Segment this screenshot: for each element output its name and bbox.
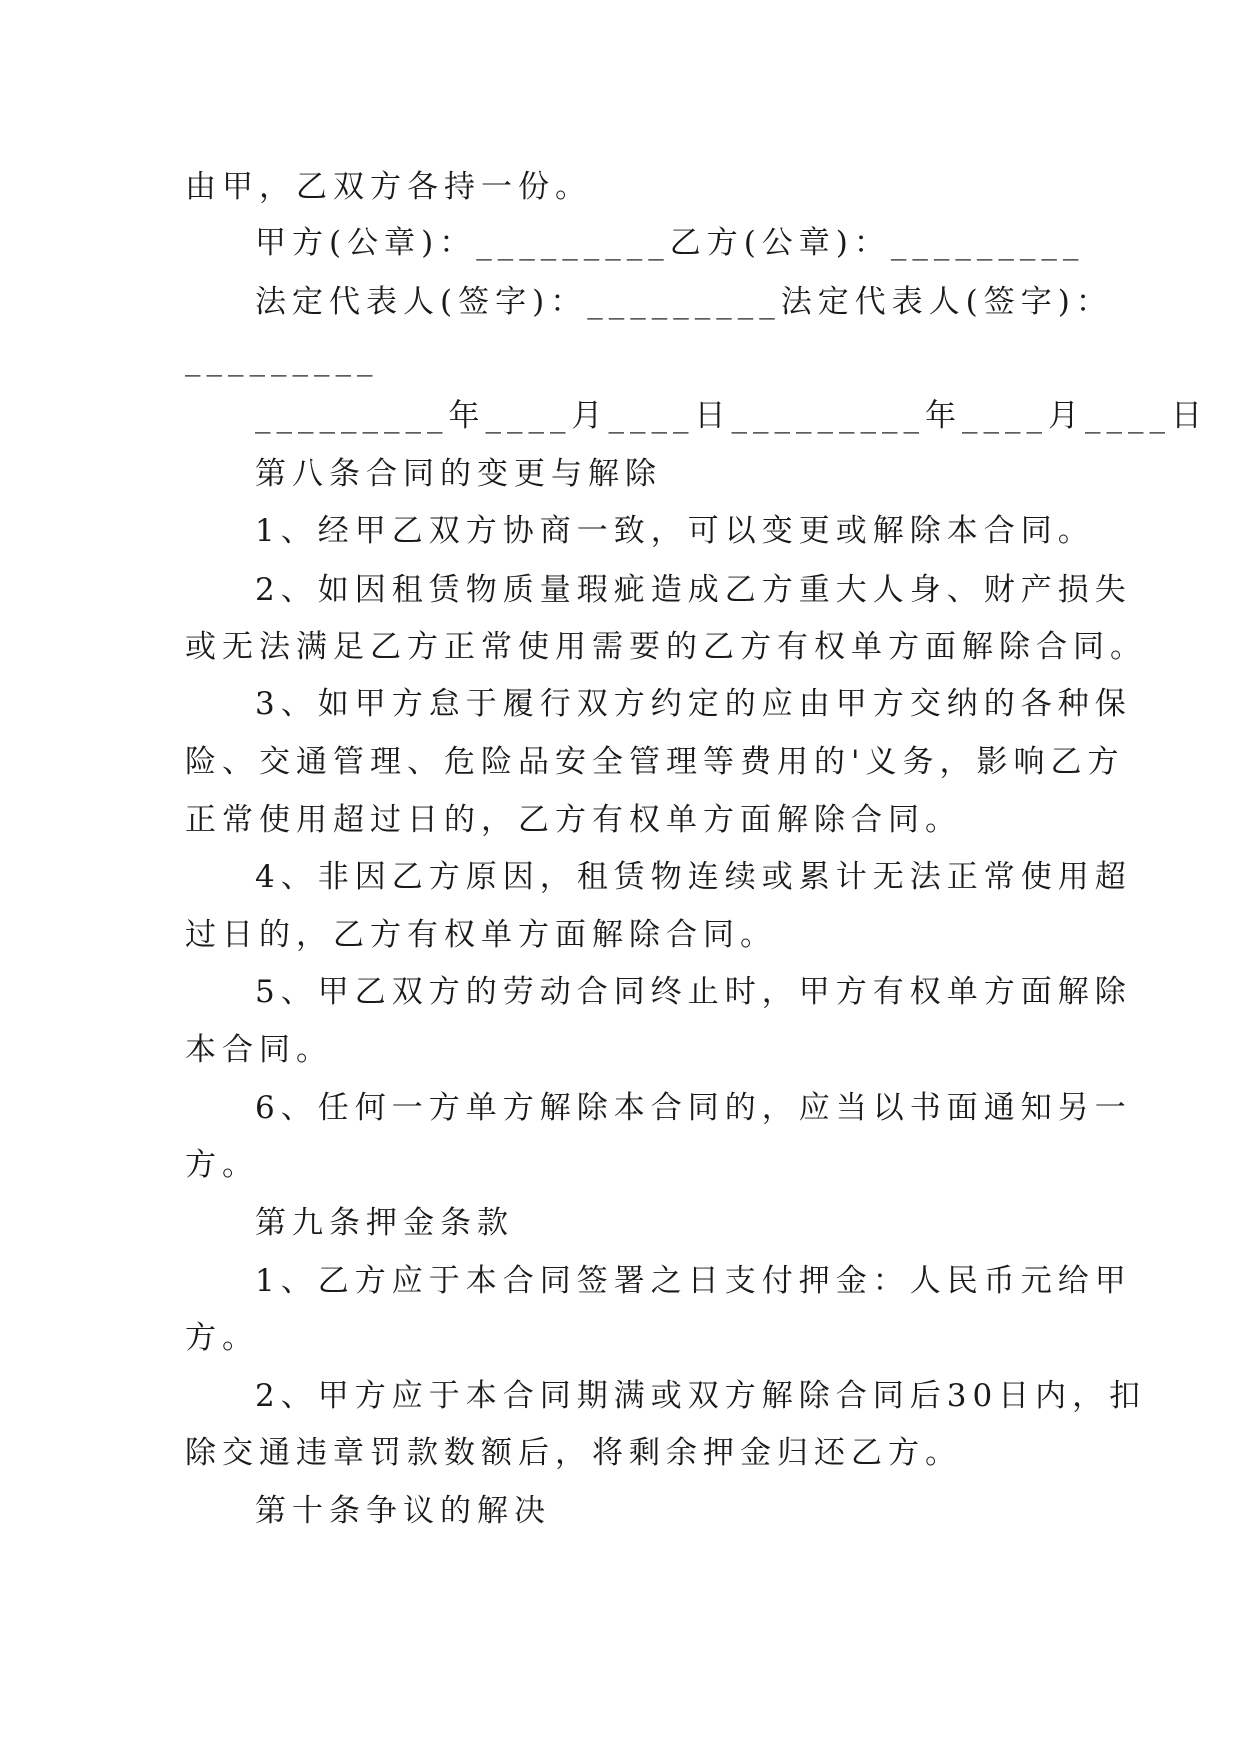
clause-continuation: 险、交通管理、危险品安全管理等费用的'义务，影响乙方 [185,744,1125,780]
section-heading: 第十条争议的解决 [255,1493,551,1529]
clause-item: 1、乙方应于本合同签署之日支付押金：人民币元给甲 [255,1263,1132,1299]
clause-item: 4、非因乙方原因，租赁物连续或累计无法正常使用超 [255,859,1132,895]
clause-item: 5、甲乙双方的劳动合同终止时，甲方有权单方面解除 [255,974,1132,1010]
clause-item: 3、如甲方怠于履行双方约定的应由甲方交纳的各种保 [255,686,1132,722]
signature-line: 法定代表人(签字)：_________法定代表人(签字)： [255,284,1113,320]
clause-continuation: 方。 [185,1147,259,1183]
clause-continuation: 本合同。 [185,1032,333,1068]
seal-line: 甲方(公章)：_________乙方(公章)：_________ [255,225,1085,261]
date-line: _________年____月____日_________年____月____日 [255,398,1208,434]
clause-continuation: 过日的，乙方有权单方面解除合同。 [185,917,777,953]
clause-item: 1、经甲乙双方协商一致，可以变更或解除本合同。 [255,513,1095,549]
text-line: 由甲，乙双方各持一份。 [185,169,592,205]
section-heading: 第九条押金条款 [255,1205,514,1241]
clause-item: 2、甲方应于本合同期满或双方解除合同后30日内，扣 [255,1378,1147,1414]
section-heading: 第八条合同的变更与解除 [255,456,662,492]
clause-item: 2、如因租赁物质量瑕疵造成乙方重大人身、财产损失 [255,572,1132,608]
clause-continuation: 方。 [185,1320,259,1356]
clause-item: 6、任何一方单方解除本合同的，应当以书面通知另一 [255,1090,1132,1126]
clause-continuation: 除交通违章罚款数额后，将剩余押金归还乙方。 [185,1435,962,1471]
signature-blank: _________ [185,341,379,377]
clause-continuation: 正常使用超过日的，乙方有权单方面解除合同。 [185,802,962,838]
clause-continuation: 或无法满足乙方正常使用需要的乙方有权单方面解除合同。 [185,629,1147,665]
